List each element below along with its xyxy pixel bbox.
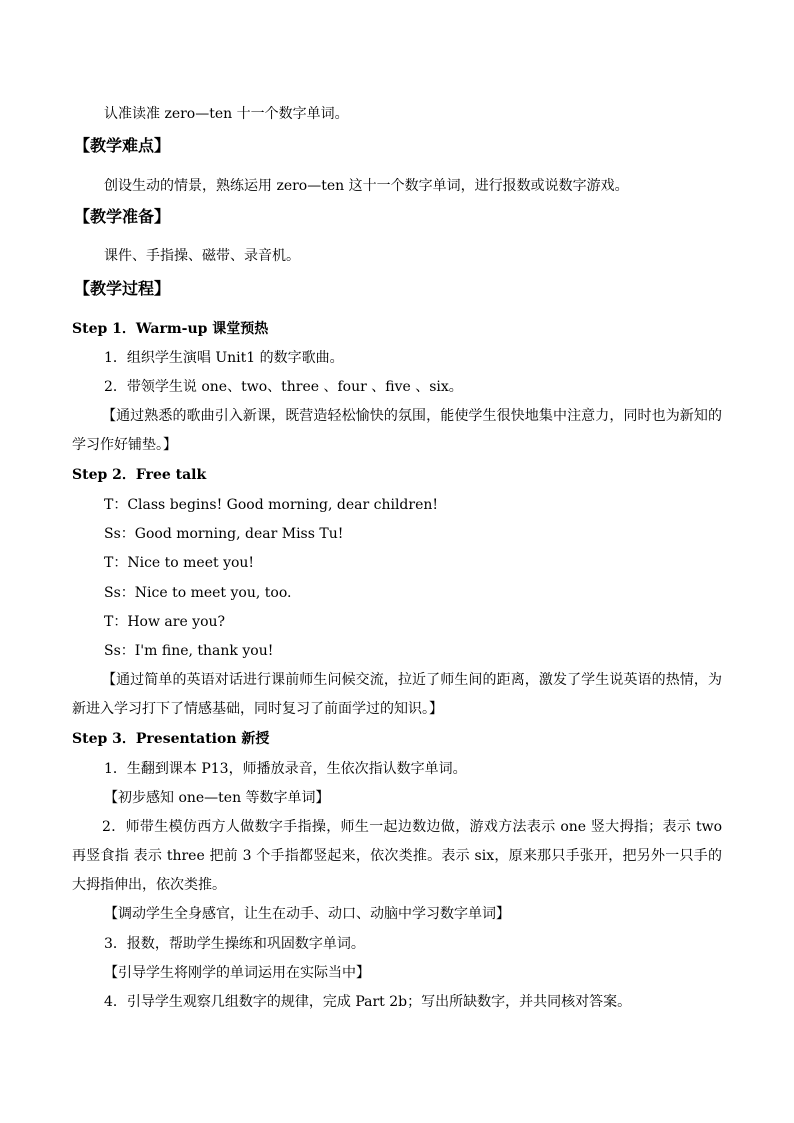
difficulty-line: 创设生动的情景，熟练运用 zero—ten 这十一个数字单词，进行报数或说数字游戏。	[104, 178, 629, 194]
step3-item4: 4．引导学生观察几组数字的规律，完成 Part 2b；写出所缺数字，并共同核对答案。	[104, 994, 632, 1010]
step2-note: 【通过简单的英语对话进行课前师生问候交流，拉近了师生间的距离，激发了学生说英语的热情，为新进入学习打下了情感基础，同时复习了前面学过的知识。】	[72, 672, 722, 717]
dialog-line: Ss：I'm fine, thank you!	[104, 643, 274, 659]
step1-item2: 2．带领学生说 one、two、three 、four 、five 、six。	[104, 379, 463, 395]
step1-item1: 1．组织学生演唱 Unit1 的数字歌曲。	[104, 350, 344, 366]
heading-process: 【教学过程】	[74, 279, 171, 298]
dialog-line: T：How are you?	[104, 614, 226, 630]
step3-note2: 【调动学生全身感官，让生在动手、动口、动脑中学习数字单词】	[104, 906, 510, 922]
step3-item1: 1．生翻到课本 P13，师播放录音，生依次指认数字单词。	[104, 761, 467, 777]
step3-item3: 3．报数，帮助学生操练和巩固数字单词。	[104, 936, 365, 952]
dialog-line: Ss：Good morning, dear Miss Tu!	[104, 526, 344, 542]
step1-title: Step 1．Warm-up 课堂预热	[72, 321, 269, 337]
heading-difficulty: 【教学难点】	[74, 136, 171, 155]
dialog-line: Ss：Nice to meet you, too.	[104, 585, 292, 601]
step1-note: 【通过熟悉的歌曲引入新课，既营造轻松愉快的氛围，能使学生很快地集中注意力，同时也为新知的学习作好铺垫。】	[72, 408, 722, 453]
step3-note3: 【引导学生将刚学的单词运用在实际当中】	[104, 965, 370, 981]
dialog-line: T：Class begins! Good morning, dear children!	[104, 497, 439, 513]
step2-title: Step 2．Free talk	[72, 467, 207, 483]
dialog-line: T：Nice to meet you!	[104, 555, 255, 571]
step3-title: Step 3．Presentation 新授	[72, 731, 270, 747]
heading-preparation: 【教学准备】	[74, 207, 171, 226]
step3-note1: 【初步感知 one—ten 等数字单词】	[104, 790, 330, 806]
step3-item2: 2．师带生模仿西方人做数字手指操，师生一起边数边做，游戏方法表示 one 竖大拇指；表示 two 再竖食指 表示 three 把前 3 个手指都竖起来，依次类推。表示 six，原来那只手张开，把另外一只手的大拇指伸出，依次类推。	[72, 819, 722, 893]
preparation-line: 课件、手指操、磁带、录音机。	[104, 248, 300, 264]
objective-line: 认准读准 zero—ten 十一个数字单词。	[104, 106, 349, 122]
